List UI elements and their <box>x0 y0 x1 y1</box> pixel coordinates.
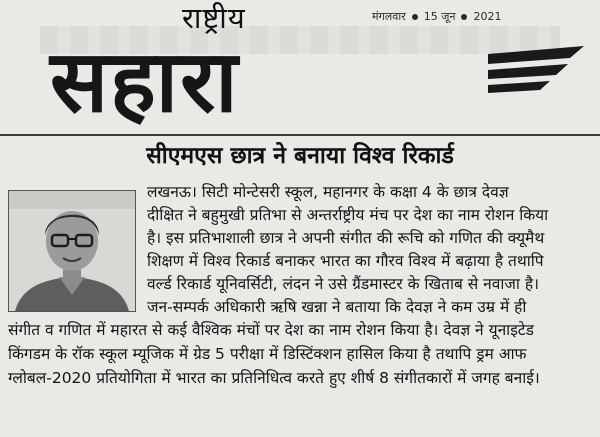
article-line: है। इस प्रतिभाशाली छात्र ने अपनी संगीत की रूचि को गणित की क्यूमैथ <box>147 229 545 247</box>
masthead <box>0 0 600 132</box>
bullet-icon <box>461 14 467 20</box>
masthead-main-title: सहारा <box>50 32 240 132</box>
article-line: जन-सम्पर्क अधिकारी ऋषि खन्ना ने बताया कि देवज्ञ ने कम उम्र में ही <box>147 298 527 316</box>
masthead-wing-icon <box>488 44 584 104</box>
dateline-date: 15 जून <box>423 10 456 23</box>
masthead-top-title: राष्ट्रीय <box>182 1 246 35</box>
bullet-icon <box>412 14 418 20</box>
article-line: वर्ल्ड रिकार्ड यूनिवर्सिटी, लंदन ने उसे ग्रैंडमास्टर के खिताब से नवाजा है। <box>147 275 539 293</box>
article-line: किंगडम के रॉक स्कूल म्यूजिक में ग्रेड 5 परीक्षा में डिस्टिंक्शन हासिल किया है तथापि ड्रम आफ <box>8 345 527 363</box>
article-line: संगीत व गणित में महारत से कई वैश्विक मंचों पर देश का नाम रोशन किया है। देवज्ञ ने यूनाइटेड <box>8 321 534 339</box>
article-line: शिक्षण में विश्व रिकार्ड बनाकर भारत का गौरव विश्व में बढ़ाया है तथापि <box>147 252 544 270</box>
article-headline: सीएमएस छात्र ने बनाया विश्व रिकार्ड <box>146 143 454 169</box>
boy-portrait-icon <box>9 191 135 311</box>
dateline <box>372 9 501 24</box>
article-line: लखनऊ। सिटी मोन्टेसरी स्कूल, महानगर के कक्षा 4 के छात्र देवज्ञ <box>147 183 509 201</box>
student-photo <box>8 190 136 312</box>
article-line: दीक्षित ने बहुमुखी प्रतिभा से अन्तर्राष्ट्रीय मंच पर देश का नाम रोशन किया <box>147 206 549 224</box>
article-line: ग्लोबल-2020 प्रतियोगिता में भारत का प्रतिनिधित्व करते हुए शीर्ष 8 संगीतकारों में जगह बनाई। <box>8 369 540 387</box>
dateline-year: 2021 <box>473 10 502 23</box>
headline-rule <box>0 134 600 136</box>
dateline-day: मंगलवार <box>372 10 406 23</box>
